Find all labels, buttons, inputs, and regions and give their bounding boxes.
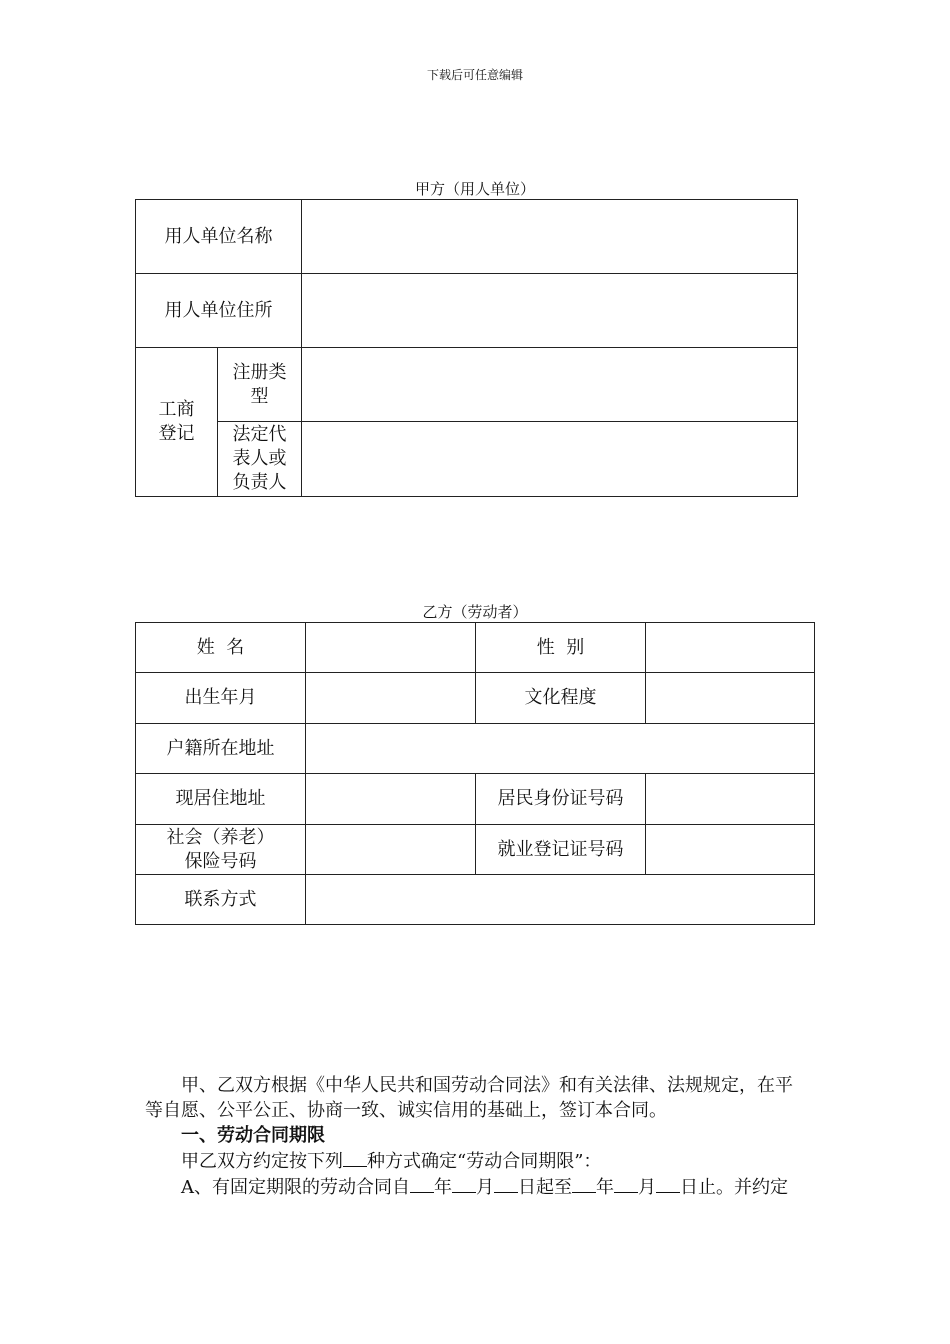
birth-field[interactable] <box>306 673 476 724</box>
year-label-2: 年 <box>596 1177 614 1198</box>
end-month-blank[interactable] <box>614 1174 638 1193</box>
current-address-label: 现居住地址 <box>136 774 306 825</box>
registration-type-label: 注册类型 <box>218 348 302 422</box>
end-year-blank[interactable] <box>572 1174 596 1193</box>
end-day-blank[interactable] <box>656 1174 680 1193</box>
gender-label: 性 别 <box>476 623 646 673</box>
id-number-label: 居民身份证号码 <box>476 774 646 825</box>
fixed-term-line <box>145 1174 810 1200</box>
current-address-field[interactable] <box>306 774 476 825</box>
section1-title: 一、劳动合同期限 <box>181 1125 325 1146</box>
term-method-blank[interactable] <box>343 1148 367 1167</box>
fixed-term-text: A、有固定期限的劳动合同自 <box>181 1177 410 1198</box>
party-b-table <box>135 622 815 925</box>
id-number-field[interactable] <box>646 774 815 825</box>
term-method-text-b: 种方式确定“劳动合同期限”： <box>367 1151 602 1172</box>
name-label: 姓 名 <box>136 623 306 673</box>
legal-representative-label: 法定代表人或负责人 <box>218 422 302 497</box>
month-label-2: 月 <box>638 1177 656 1198</box>
education-field[interactable] <box>646 673 815 724</box>
start-day-blank[interactable] <box>494 1174 518 1193</box>
end-label: 日止。并约定 <box>680 1177 788 1198</box>
social-insurance-label: 社会（养老）保险号码 <box>136 825 306 875</box>
employment-reg-label: 就业登记证号码 <box>476 825 646 875</box>
contact-field[interactable] <box>306 875 815 925</box>
education-label: 文化程度 <box>476 673 646 724</box>
term-method-text-a: 甲乙双方约定按下列 <box>181 1151 343 1172</box>
legal-representative-field[interactable] <box>302 422 798 497</box>
party-a-table <box>135 199 798 497</box>
start-year-blank[interactable] <box>410 1174 434 1193</box>
month-label: 月 <box>476 1177 494 1198</box>
contact-label: 联系方式 <box>136 875 306 925</box>
party-b-caption: 乙方（劳动者） <box>422 603 528 621</box>
party-a-caption: 甲方（用人单位） <box>414 180 535 198</box>
day-from-label: 日起至 <box>518 1177 572 1198</box>
company-name-label: 用人单位名称 <box>136 200 302 274</box>
year-label: 年 <box>434 1177 452 1198</box>
hukou-address-label: 户籍所在地址 <box>136 724 306 774</box>
birth-label: 出生年月 <box>136 673 306 724</box>
business-registration-label: 工商登记 <box>136 348 218 497</box>
header-note: 下载后可任意编辑 <box>426 68 523 82</box>
start-month-blank[interactable] <box>452 1174 476 1193</box>
social-insurance-field[interactable] <box>306 825 476 875</box>
term-method-line <box>145 1148 810 1174</box>
company-address-label: 用人单位住所 <box>136 274 302 348</box>
company-name-field[interactable] <box>302 200 798 274</box>
intro-paragraph: 甲、乙双方根据《中华人民共和国劳动合同法》和有关法律、法规规定，在平等自愿、公平公正、协商一致、诚实信用的基础上，签订本合同。 <box>145 1075 793 1121</box>
company-address-field[interactable] <box>302 274 798 348</box>
name-field[interactable] <box>306 623 476 673</box>
registration-type-field[interactable] <box>302 348 798 422</box>
employment-reg-field[interactable] <box>646 825 815 875</box>
contract-body <box>145 1073 810 1200</box>
gender-field[interactable] <box>646 623 815 673</box>
hukou-address-field[interactable] <box>306 724 815 774</box>
